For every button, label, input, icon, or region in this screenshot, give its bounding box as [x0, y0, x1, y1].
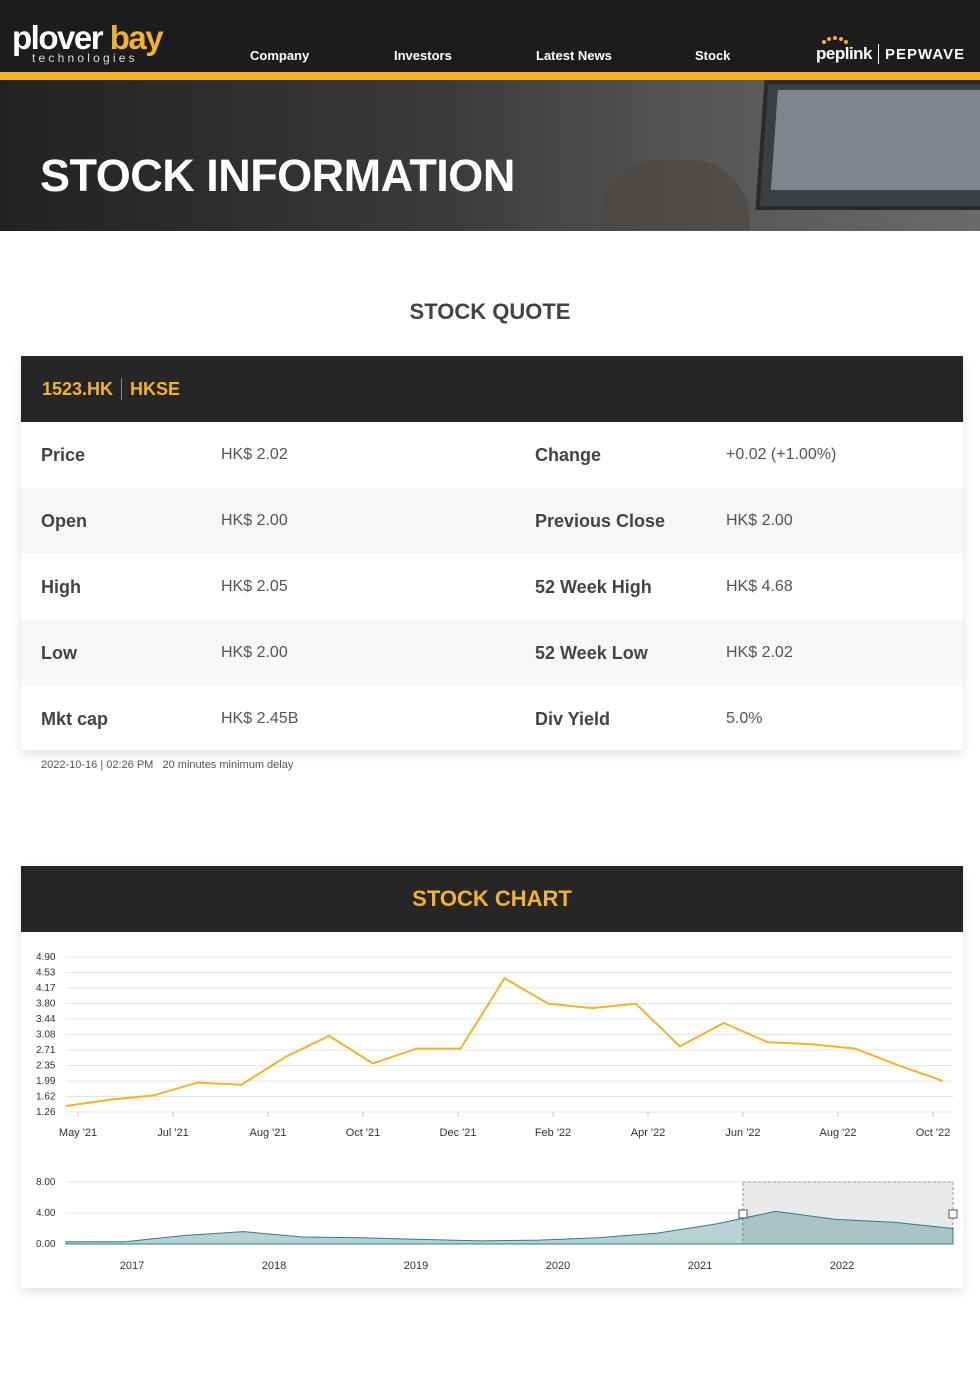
navigator-x-axis — [120, 1260, 854, 1272]
navigator-x-tick-label: 2017 — [119, 1260, 145, 1272]
quote-label: High — [41, 577, 81, 597]
x-tick-label: Oct '21 — [345, 1127, 381, 1139]
quote-value: HK$ 2.05 — [221, 578, 288, 595]
x-tick-label: Oct '22 — [915, 1127, 951, 1139]
logo-subtitle: technologies — [32, 51, 138, 65]
quote-row — [21, 554, 963, 620]
quote-label: 52 Week High — [535, 577, 652, 597]
quote-label: Previous Close — [535, 511, 666, 531]
quote-value: HK$ 2.00 — [221, 512, 288, 529]
logo-text-bay: bay — [109, 19, 163, 56]
quote-value: +0.02 (+1.00%) — [726, 446, 837, 463]
page-title: STOCK INFORMATION — [40, 150, 515, 201]
y-tick-label: 1.62 — [36, 1091, 56, 1103]
navigator-x-tick-label: 2019 — [403, 1260, 429, 1272]
nav-investors[interactable]: Investors — [394, 48, 452, 63]
quote-label: Div Yield — [535, 709, 611, 729]
price-series-line — [66, 978, 943, 1106]
nav-latest-news[interactable]: Latest News — [536, 48, 612, 63]
y-tick-label: 4.17 — [36, 983, 56, 994]
x-tick-label: Feb '22 — [534, 1127, 572, 1139]
navigator-right-handle[interactable] — [949, 1210, 957, 1218]
header-accent-line — [0, 72, 980, 80]
x-tick-label: May '21 — [58, 1127, 98, 1139]
quote-value: 5.0% — [726, 710, 763, 727]
delay-note: 20 minutes minimum delay — [162, 759, 294, 771]
pepwave-text: PEPWAVE — [885, 45, 966, 63]
navigator-x-tick-label: 2021 — [687, 1260, 713, 1272]
navigator-x-tick-label: 2022 — [829, 1260, 855, 1272]
quote-value: HK$ 2.00 — [726, 512, 793, 529]
x-tick-label: Jul '21 — [157, 1127, 189, 1139]
hero-banner — [0, 80, 980, 231]
x-tick-label: Dec '21 — [439, 1127, 477, 1139]
quote-row — [21, 422, 963, 488]
quote-row — [21, 488, 963, 554]
hero-laptop-image — [755, 80, 980, 210]
logo-text — [12, 19, 163, 56]
quote-label: Change — [535, 445, 602, 465]
x-tick-label: Jun '22 — [725, 1127, 761, 1139]
y-tick-label: 2.71 — [36, 1045, 56, 1056]
quote-label: Open — [41, 511, 88, 531]
quote-value: HK$ 4.68 — [726, 578, 793, 595]
navigator-x-tick-label: 2020 — [545, 1260, 571, 1272]
quote-value: HK$ 2.02 — [221, 446, 288, 463]
navigator-left-handle[interactable] — [739, 1210, 747, 1218]
brand-divider — [878, 44, 879, 64]
peplink-text: peplink — [816, 44, 873, 63]
main-chart-x-axis — [59, 1112, 950, 1139]
stock-quote-table — [21, 356, 963, 750]
peplink-pepwave-logo[interactable] — [816, 44, 965, 64]
peplink-logo — [816, 44, 872, 64]
navigator-x-tick-label: 2018 — [261, 1260, 287, 1272]
chart-header — [21, 866, 963, 932]
quote-label: Mkt cap — [41, 709, 109, 729]
stock-quote-heading: STOCK QUOTE — [409, 299, 571, 324]
peplink-dots-icon — [819, 36, 849, 44]
navigator-y-tick-label: 8.00 — [36, 1177, 56, 1188]
quote-timestamp — [41, 759, 293, 771]
quote-label: Price — [41, 445, 86, 465]
quote-label: 52 Week Low — [535, 643, 648, 663]
navigator-y-tick-label: 0.00 — [36, 1239, 56, 1250]
navigator-y-tick-label: 4.00 — [36, 1208, 56, 1219]
hero-hand-image — [600, 160, 750, 230]
quote-row — [21, 686, 963, 752]
quote-header — [21, 356, 963, 422]
y-tick-label: 2.35 — [36, 1060, 56, 1072]
main-chart-y-axis — [36, 952, 56, 1118]
hero-laptop-screen — [771, 90, 980, 190]
y-tick-label: 1.26 — [36, 1107, 56, 1118]
y-tick-label: 1.99 — [36, 1076, 56, 1087]
plover-bay-logo[interactable] — [12, 19, 163, 65]
nav-stock[interactable]: Stock — [695, 48, 731, 63]
y-tick-label: 3.08 — [36, 1029, 56, 1041]
nav-company[interactable]: Company — [250, 48, 310, 63]
y-tick-label: 4.90 — [36, 952, 56, 963]
stock-chart-svg[interactable] — [21, 932, 963, 1288]
stock-chart-card — [21, 866, 963, 1288]
x-tick-label: Aug '21 — [249, 1127, 287, 1139]
stock-chart-heading: STOCK CHART — [412, 886, 572, 911]
exchange-name: HKSE — [130, 378, 181, 399]
y-tick-label: 4.53 — [36, 967, 56, 979]
quote-row — [21, 620, 963, 686]
quote-value: HK$ 2.02 — [726, 644, 793, 661]
quote-label: Low — [41, 643, 77, 663]
y-tick-label: 3.80 — [36, 998, 56, 1010]
y-tick-label: 3.44 — [36, 1014, 56, 1025]
ticker-symbol: 1523.HK — [42, 378, 114, 399]
quote-value: HK$ 2.45B — [221, 710, 299, 727]
timestamp-text: 2022-10-16 | 02:26 PM — [41, 759, 154, 771]
x-tick-label: Apr '22 — [630, 1127, 666, 1139]
x-tick-label: Aug '22 — [819, 1127, 857, 1139]
ticker-divider — [121, 378, 122, 400]
quote-value: HK$ 2.00 — [221, 644, 288, 661]
logo-text-plover: plover — [12, 19, 103, 56]
